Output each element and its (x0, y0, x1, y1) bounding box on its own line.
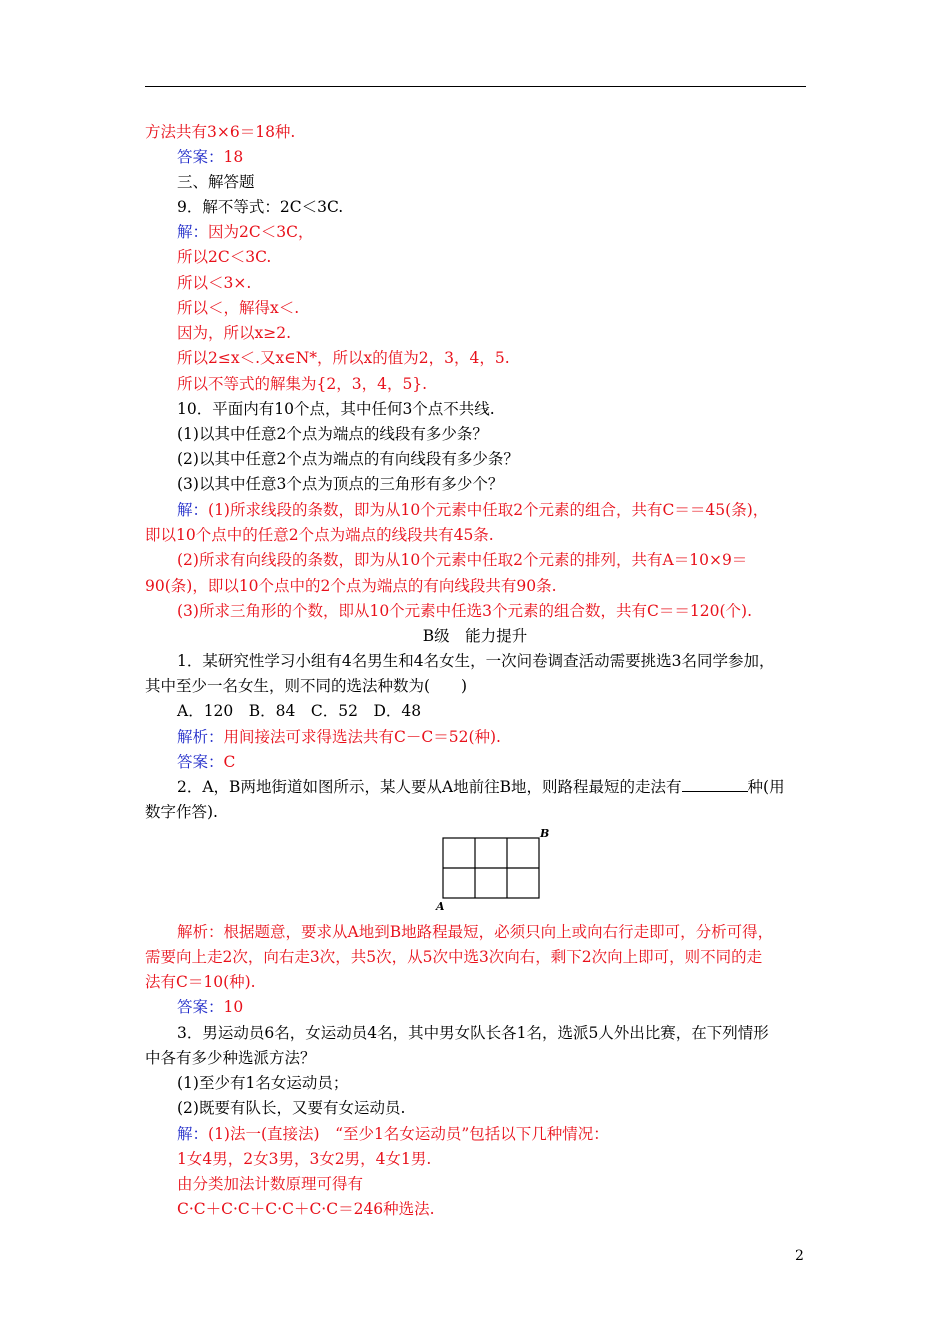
solution-text: (1)法一(直接法) “至少1名女运动员”包括以下几种情况： (208, 1125, 609, 1143)
question-text: 种(用 (747, 778, 785, 796)
question-10: 10．平面内有10个点，其中任何3个点不共线. (177, 400, 495, 418)
solution-text: 因为2C＜3C， (208, 223, 314, 241)
question-b1: 1．某研究性学习小组有4名男生和4名女生，一次问卷调查活动需要挑选3名同学参加， (177, 652, 775, 670)
answer-line (177, 147, 243, 167)
analysis-text: 用间接法可求得选法共有C－C＝52(种). (223, 728, 501, 746)
solution-line (177, 500, 768, 520)
solution-label: 解： (177, 223, 209, 241)
question-10-part-2: (2)以其中任意2个点为端点的有向线段有多少条？ (177, 450, 519, 468)
solution-line: 所以2≤x＜.又x∈N*，所以x的值为2，3，4，5. (177, 349, 510, 367)
solution-label: 解： (177, 501, 209, 519)
question-b2 (177, 777, 785, 797)
answer-options: A．120 B．84 C．52 D．48 (177, 702, 422, 720)
point-b-label: B (540, 827, 550, 840)
solution-line: 所以不等式的解集为{2，3，4，5}. (177, 375, 428, 393)
solution-label: 解： (177, 1125, 209, 1143)
answer-value: 18 (223, 148, 244, 166)
solution-line: 所以2C＜3C. (177, 248, 272, 266)
analysis-label: 解析： (177, 728, 224, 746)
question-text: 2．A，B两地街道如图所示，某人要从A地前往B地，则路程最短的走法有 (177, 778, 682, 796)
solution-line: 90(条)，即以10个点中的2个点为端点的有向线段共有90条. (145, 577, 557, 595)
answer-line (177, 997, 243, 1017)
answer-value: C (223, 753, 236, 771)
solution-line: C·C＋C·C＋C·C＋C·C＝246种选法. (177, 1200, 435, 1218)
answer-line (177, 752, 235, 772)
question-b3: 3．男运动员6名，女运动员4名，其中男女队长各1名，选派5人外出比赛，在下列情形 (177, 1024, 769, 1042)
section-title: B级 能力提升 (422, 627, 528, 645)
question-b3-part-2: (2)既要有队长，又要有女运动员. (177, 1099, 406, 1117)
analysis-line: 需要向上走2次，向右走3次，共5次，从5次中选3次向右，剩下2次向上即可，则不同的走 (145, 948, 763, 966)
solution-line: 即以10个点中的任意2个点为端点的线段共有45条. (145, 526, 494, 544)
solution-line: 由分类加法计数原理可得有 (177, 1175, 364, 1193)
solution-line: 1女4男，2女3男，3女2男，4女1男. (177, 1150, 432, 1168)
question-b1: 其中至少一名女生，则不同的选法种数为( ) (145, 677, 468, 695)
header-rule (145, 86, 806, 87)
answer-label: 答案： (177, 753, 224, 771)
page-number: 2 (795, 1248, 804, 1264)
solution-line: 因为，所以x≥2. (177, 324, 292, 342)
answer-blank (682, 777, 748, 792)
solution-line: (3)所求三角形的个数，即从10个元素中任选3个元素的组合数，共有C＝＝120(个). (177, 602, 753, 620)
solution-line: 所以＜，解得x＜. (177, 299, 300, 317)
solution-text: (1)所求线段的条数，即为从10个元素中任取2个元素的组合，共有C＝＝45(条)， (208, 501, 769, 519)
answer-label: 答案： (177, 998, 224, 1016)
solution-line (177, 1124, 609, 1144)
analysis-line (177, 727, 501, 747)
question-10-part-1: (1)以其中任意2个点为端点的线段有多少条？ (177, 425, 488, 443)
point-a-label: A (436, 900, 445, 913)
answer-value: 10 (223, 998, 244, 1016)
question-9: 9．解不等式：2C＜3C. (177, 198, 344, 216)
answer-label: 答案： (177, 148, 224, 166)
section-heading: 三、解答题 (177, 173, 255, 191)
solution-line (177, 222, 313, 242)
analysis-line: 法有C＝10(种). (145, 973, 256, 991)
analysis-line: 解析：根据题意，要求从A地到B地路程最短，必须只向上或向右行走即可，分析可得， (177, 923, 774, 941)
solution-line: 所以＜3×. (177, 274, 252, 292)
question-b3: 中各有多少种选派方法？ (145, 1049, 316, 1067)
question-b3-part-1: (1)至少有1名女运动员； (177, 1074, 349, 1092)
text-line: 方法共有3×6＝18种. (145, 123, 296, 141)
question-b2: 数字作答). (145, 803, 218, 821)
solution-line: (2)所求有向线段的条数，即为从10个元素中任取2个元素的排列，共有A＝10×9＝ (177, 551, 748, 569)
street-grid-figure (435, 826, 555, 916)
question-10-part-3: (3)以其中任意3个点为顶点的三角形有多少个？ (177, 475, 504, 493)
street-grid-svg (435, 826, 555, 916)
